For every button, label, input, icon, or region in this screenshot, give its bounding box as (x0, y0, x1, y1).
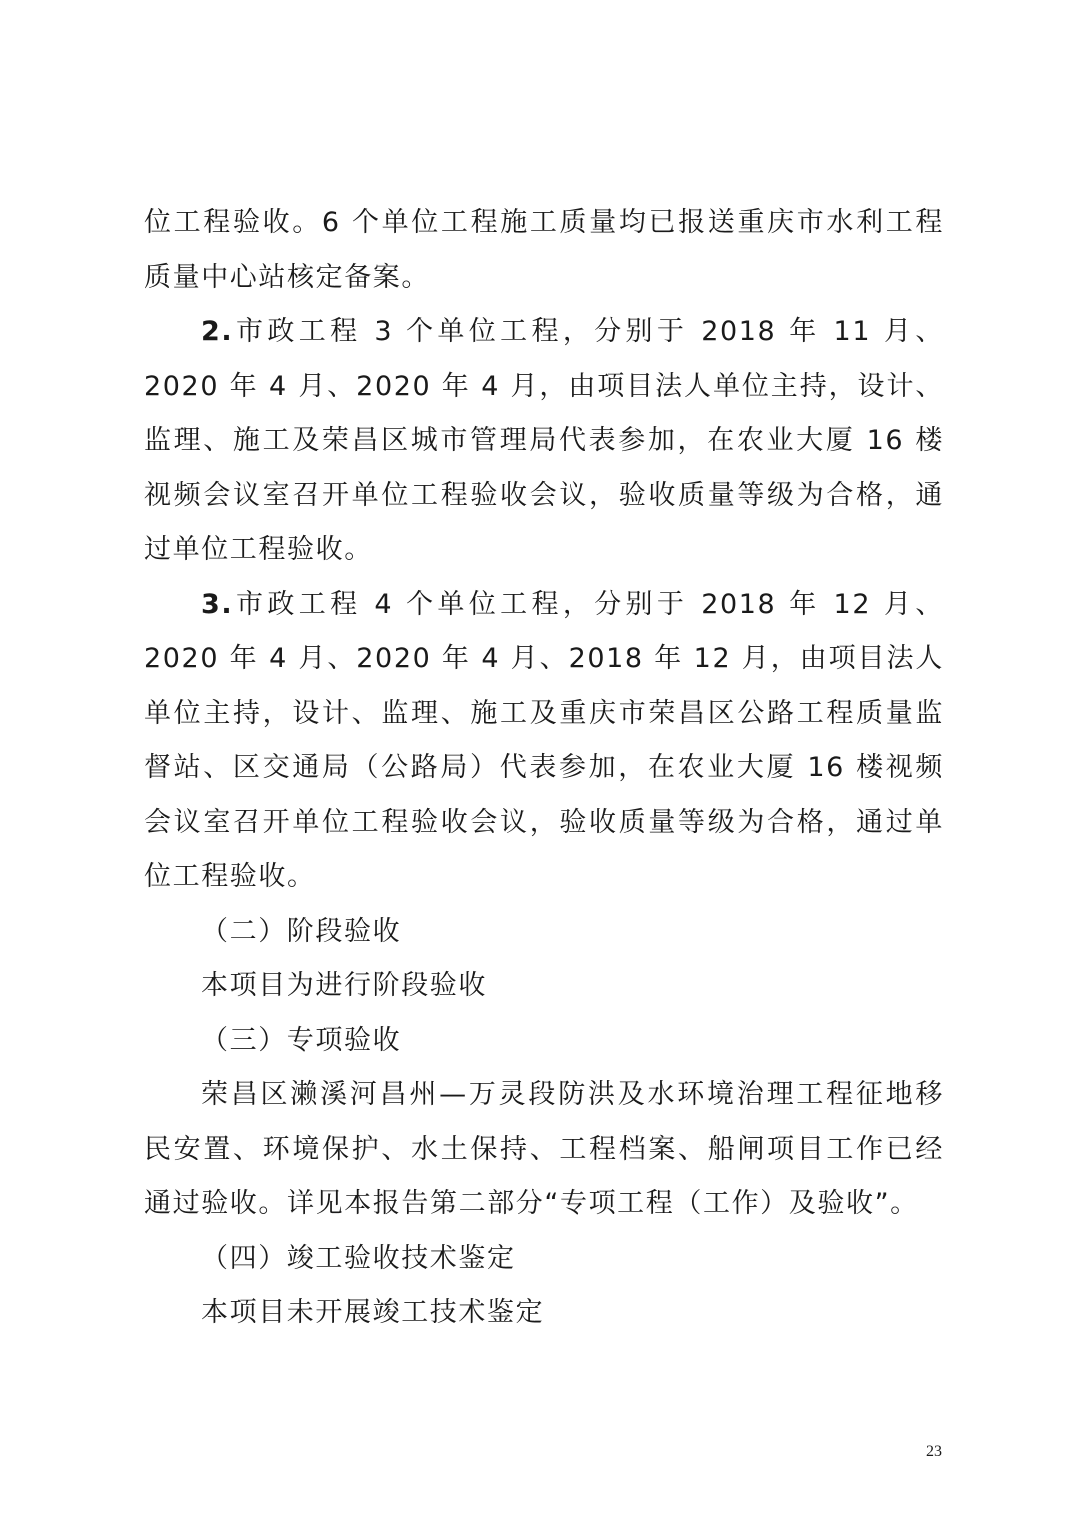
paragraph-continuation (144, 196, 944, 305)
paragraph-text: 市政工程 3 个单位工程，分别于 2018 年 11 月、2020 年 4 月、2020 年 4 月，由项目法人单位主持，设计、监理、施工及荣昌区城市管理局代表参加，在农业大厦 16 楼视频会议室召开单位工程验收会议，验收质量等级为合格，通过单位工程验收。 (144, 316, 944, 565)
section-heading-special-acceptance: （三）专项验收 (201, 1024, 402, 1056)
section-heading-technical-appraisal: （四）竣工验收技术鉴定 (201, 1242, 516, 1274)
body-text (144, 196, 944, 1341)
paragraph-item-2 (144, 305, 944, 578)
paragraph-text: 位工程验收。6 个单位工程施工质量均已报送重庆市水利工程质量中心站核定备案。 (144, 207, 944, 293)
page-number: 23 (926, 1443, 942, 1460)
paragraph-text: 市政工程 4 个单位工程，分别于 2018 年 12 月、2020 年 4 月、2020 年 4 月、2018 年 12 月，由项目法人单位主持，设计、监理、施工及重庆市荣昌区公路工程质量监督站、区交通局（公路局）代表参加，在农业大厦 16 楼视频会议室召开单位工程验收会议，验收质量等级为合格，通过单位工程验收。 (144, 588, 944, 892)
section-body-special-acceptance: 荣昌区濑溪河昌州—万灵段防洪及水环境治理工程征地移民安置、环境保护、水土保持、工程档案、船闸项目工作已经通过验收。详见本报告第二部分“专项工程（工作）及验收”。 (144, 1079, 944, 1219)
paragraph-item-3 (144, 578, 944, 905)
section-body-stage-acceptance: 本项目为进行阶段验收 (201, 970, 487, 1001)
section-body-technical-appraisal: 本项目未开展竣工技术鉴定 (201, 1297, 545, 1328)
item-number: 3. (201, 588, 234, 620)
item-number: 2. (201, 316, 234, 347)
section-heading-stage-acceptance: （二）阶段验收 (201, 915, 402, 947)
